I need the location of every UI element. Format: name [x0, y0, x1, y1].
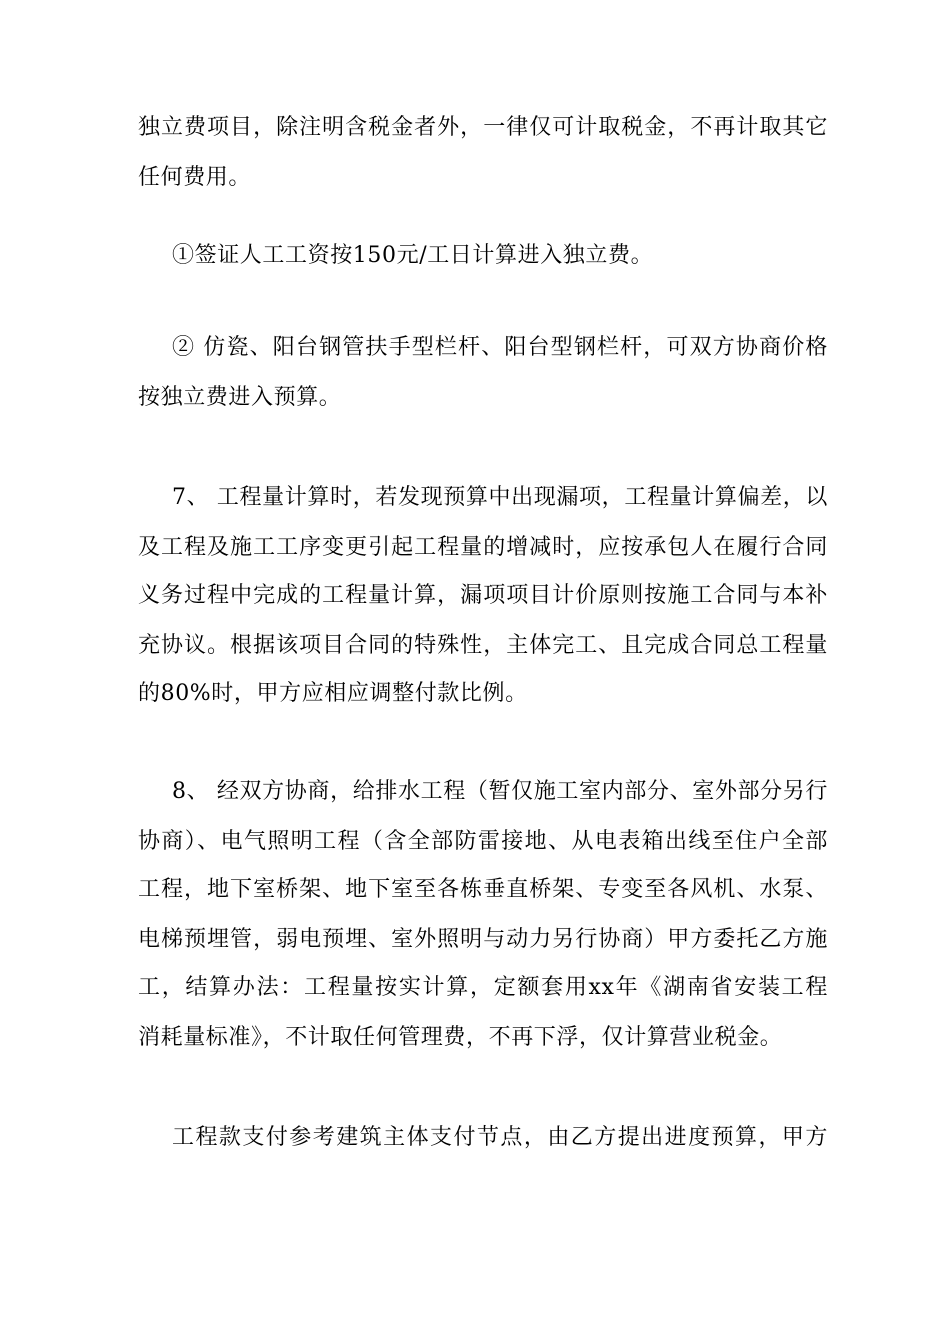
paragraph-5-line-2: 协商）、电气照明工程（含全部防雷接地、从电表箱出线至住户全部 — [138, 829, 828, 854]
paragraph-5-line-1: 8、 经双方协商，给排水工程（暂仅施工室内部分、室外部分另行 — [172, 779, 828, 804]
paragraph-2-line-1: ①签证人工工资按150元/工日计算进入独立费。 — [172, 243, 654, 268]
paragraph-4-line-3: 义务过程中完成的工程量计算，漏项项目计价原则按施工合同与本补 — [138, 583, 828, 608]
paragraph-1-line-2: 任何费用。 — [138, 165, 252, 190]
paragraph-4-line-2: 及工程及施工工序变更引起工程量的增减时，应按承包人在履行合同 — [138, 535, 828, 560]
paragraph-6-line-1: 工程款支付参考建筑主体支付节点，由乙方提出进度预算，甲方 — [172, 1125, 828, 1150]
paragraph-5-line-5: 工，结算办法：工程量按实计算，定额套用xx年《湖南省安装工程 — [138, 975, 828, 1000]
paragraph-5-line-4: 电梯预埋管，弱电预埋、室外照明与动力另行协商）甲方委托乙方施 — [138, 927, 828, 952]
paragraph-4-line-1: 7、 工程量计算时，若发现预算中出现漏项，工程量计算偏差，以 — [172, 485, 828, 510]
paragraph-1-line-1: 独立费项目，除注明含税金者外，一律仅可计取税金，不再计取其它 — [138, 115, 828, 140]
paragraph-3-line-1: ② 仿瓷、阳台钢管扶手型栏杆、阳台型钢栏杆，可双方协商价格 — [172, 335, 828, 360]
paragraph-3-line-2: 按独立费进入预算。 — [138, 385, 342, 410]
paragraph-5-line-3: 工程，地下室桥架、地下室至各栋垂直桥架、专变至各风机、水泵、 — [138, 877, 828, 902]
paragraph-5-line-6: 消耗量标准》，不计取任何管理费，不再下浮，仅计算营业税金。 — [138, 1025, 783, 1050]
paragraph-4-line-4: 充协议。根据该项目合同的特殊性，主体完工、且完成合同总工程量 — [138, 633, 828, 658]
paragraph-4-line-5: 的80%时，甲方应相应调整付款比例。 — [138, 681, 528, 706]
